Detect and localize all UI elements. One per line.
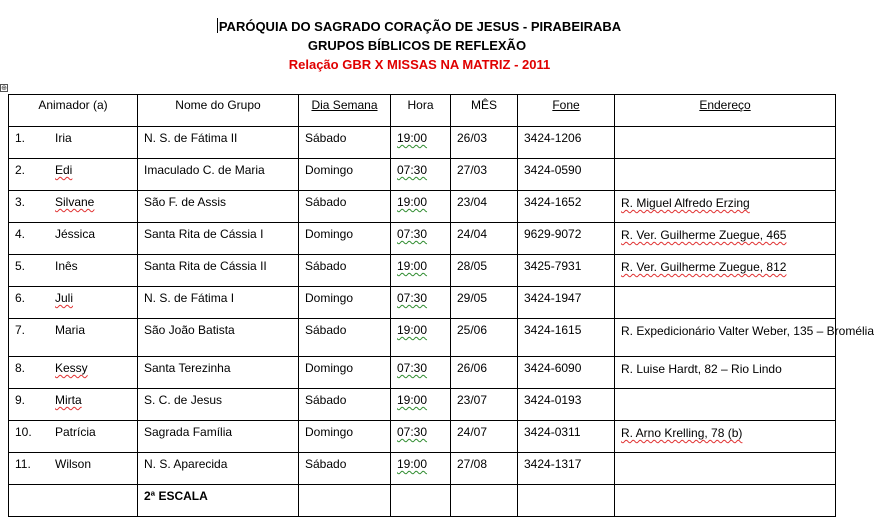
- cell-hora: 07:30: [391, 287, 451, 319]
- cell-endereco: [615, 287, 836, 319]
- cell-fone: 3425-7931: [518, 255, 615, 287]
- table-row: [9, 319, 836, 357]
- cell-grupo: São F. de Assis: [138, 191, 299, 223]
- col-header-hora: Hora: [391, 95, 451, 127]
- table-row-footer: [9, 485, 836, 517]
- table-row: [9, 421, 836, 453]
- cell-dia: Sábado: [299, 389, 391, 421]
- cell-hora: [391, 485, 451, 517]
- cell-grupo: São João Batista: [138, 319, 299, 357]
- col-header-dia: Dia Semana: [299, 95, 391, 127]
- cell-grupo: S. C. de Jesus: [138, 389, 299, 421]
- cell-mes: 24/07: [451, 421, 518, 453]
- cell-dia: Domingo: [299, 223, 391, 255]
- cell-grupo: Santa Terezinha: [138, 357, 299, 389]
- cell-dia: Sábado: [299, 255, 391, 287]
- cell-grupo: Sagrada Família: [138, 421, 299, 453]
- cell-mes: 23/04: [451, 191, 518, 223]
- cell-animador: 2. Edi: [9, 159, 138, 191]
- cell-mes: 29/05: [451, 287, 518, 319]
- relation-title: Relação GBR X MISSAS NA MATRIZ - 2011: [288, 57, 551, 72]
- cell-dia: Sábado: [299, 453, 391, 485]
- cell-animador: 3. Silvane: [9, 191, 138, 223]
- cell-fone: 3424-0590: [518, 159, 615, 191]
- cell-endereco: [615, 389, 836, 421]
- table-header-row: [9, 95, 836, 127]
- cell-hora: 07:30: [391, 159, 451, 191]
- cell-mes: 24/04: [451, 223, 518, 255]
- cell-dia: Sábado: [299, 319, 391, 357]
- cell-dia: Domingo: [299, 357, 391, 389]
- text-cursor: [217, 18, 218, 33]
- cell-mes: 28/05: [451, 255, 518, 287]
- cell-endereco: [615, 485, 836, 517]
- schedule-table: [8, 94, 874, 517]
- cell-fone: 3424-0311: [518, 421, 615, 453]
- cell-fone: 3424-6090: [518, 357, 615, 389]
- cell-dia: Sábado: [299, 191, 391, 223]
- cell-animador: 6. Juli: [9, 287, 138, 319]
- cell-animador: 5. Inês: [9, 255, 138, 287]
- cell-endereco: R. Arno Krelling, 78 (b): [615, 421, 836, 453]
- table-row: [9, 127, 836, 159]
- cell-hora: 19:00: [391, 319, 451, 357]
- cell-fone: 3424-1652: [518, 191, 615, 223]
- cell-animador: 4. Jéssica: [9, 223, 138, 255]
- cell-animador: 10. Patrícia: [9, 421, 138, 453]
- cell-hora: 07:30: [391, 223, 451, 255]
- cell-dia: [299, 485, 391, 517]
- cell-animador: 1. Iria: [9, 127, 138, 159]
- cell-fone: 9629-9072: [518, 223, 615, 255]
- cell-endereco: R. Ver. Guilherme Zuegue, 812: [615, 255, 836, 287]
- table-row: [9, 255, 836, 287]
- cell-animador: 8. Kessy: [9, 357, 138, 389]
- cell-mes: 26/06: [451, 357, 518, 389]
- cell-grupo: Santa Rita de Cássia I: [138, 223, 299, 255]
- cell-mes: 27/03: [451, 159, 518, 191]
- table-move-handle-icon[interactable]: ⊕: [1, 85, 7, 92]
- cell-fone: 3424-0193: [518, 389, 615, 421]
- col-header-endereco: Endereço: [615, 95, 836, 127]
- table-row: [9, 453, 836, 485]
- cell-grupo: Santa Rita de Cássia II: [138, 255, 299, 287]
- cell-endereco: [615, 159, 836, 191]
- table-row: [9, 357, 836, 389]
- cell-mes: [451, 485, 518, 517]
- cell-endereco: R. Expedicionário Valter Weber, 135 – Bromélia: [615, 319, 836, 357]
- cell-endereco: R. Ver. Guilherme Zuegue, 465: [615, 223, 836, 255]
- col-header-mes: MÊS: [451, 95, 518, 127]
- cell-endereco: R. Luise Hardt, 82 – Rio Lindo: [615, 357, 836, 389]
- cell-hora: 19:00: [391, 191, 451, 223]
- cell-grupo: N. S. de Fátima II: [138, 127, 299, 159]
- cell-hora: 19:00: [391, 389, 451, 421]
- cell-endereco: R. Miguel Alfredo Erzing: [615, 191, 836, 223]
- table-row: [9, 389, 836, 421]
- cell-grupo: Imaculado C. de Maria: [138, 159, 299, 191]
- table-row: [9, 223, 836, 255]
- groups-subtitle: GRUPOS BÍBLICOS DE REFLEXÃO: [307, 38, 527, 53]
- document-header: [0, 17, 844, 74]
- cell-fone: 3424-1317: [518, 453, 615, 485]
- cell-animador: 9. Mirta: [9, 389, 138, 421]
- table-row: [9, 191, 836, 223]
- cell-endereco: [615, 127, 836, 159]
- parish-title: PARÓQUIA DO SAGRADO CORAÇÃO DE JESUS - PIRABEIRABA: [218, 19, 622, 34]
- cell-hora: 07:30: [391, 421, 451, 453]
- table-row: [9, 287, 836, 319]
- cell-fone: 3424-1206: [518, 127, 615, 159]
- cell-hora: 19:00: [391, 127, 451, 159]
- cell-dia: Domingo: [299, 421, 391, 453]
- cell-animador: 11. Wilson: [9, 453, 138, 485]
- col-header-grupo: Nome do Grupo: [138, 95, 299, 127]
- cell-mes: 26/03: [451, 127, 518, 159]
- cell-hora: 07:30: [391, 357, 451, 389]
- col-header-animador: Animador (a): [9, 95, 138, 127]
- second-schedule-label: 2ª ESCALA: [138, 485, 299, 517]
- cell-dia: Sábado: [299, 127, 391, 159]
- header-title-line: [0, 17, 844, 36]
- cell-mes: 23/07: [451, 389, 518, 421]
- cell-grupo: N. S. Aparecida: [138, 453, 299, 485]
- cell-animador: 7. Maria: [9, 319, 138, 357]
- cell-fone: 3424-1947: [518, 287, 615, 319]
- cell-grupo: N. S. de Fátima I: [138, 287, 299, 319]
- cell-mes: 27/08: [451, 453, 518, 485]
- cell-fone: 3424-1615: [518, 319, 615, 357]
- cell-endereco: [615, 453, 836, 485]
- cell-dia: Domingo: [299, 159, 391, 191]
- cell-dia: Domingo: [299, 287, 391, 319]
- cell-fone: [518, 485, 615, 517]
- cell-hora: 19:00: [391, 453, 451, 485]
- cell-animador: [9, 485, 138, 517]
- table-row: [9, 159, 836, 191]
- col-header-fone: Fone: [518, 95, 615, 127]
- cell-mes: 25/06: [451, 319, 518, 357]
- cell-hora: 19:00: [391, 255, 451, 287]
